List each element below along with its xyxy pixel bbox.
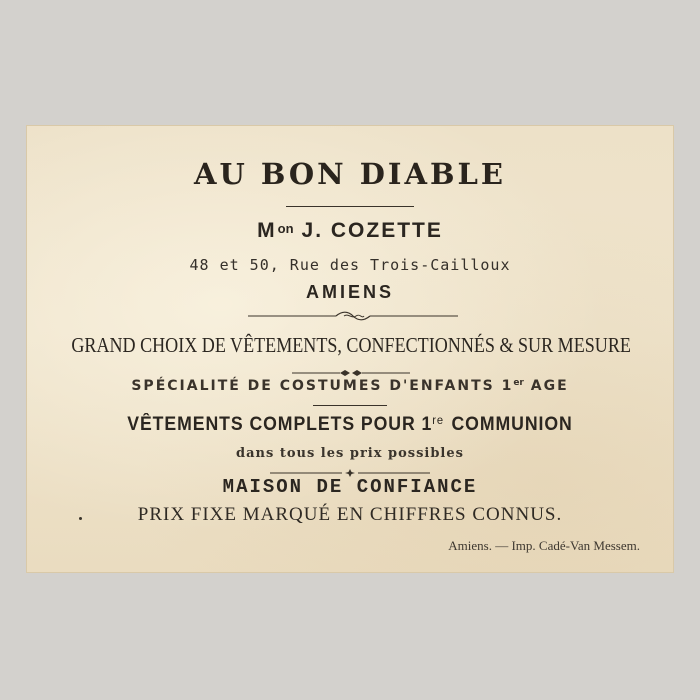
specialty-line	[26, 378, 674, 394]
shop-title: AU BON DIABLE	[193, 157, 507, 191]
ornament-divider	[292, 369, 410, 377]
printer-credit: Amiens. — Imp. Cadé-Van Messem.	[448, 538, 640, 553]
specialty-divider	[313, 405, 387, 406]
address-line: 48 et 50, Rue des Trois-Cailloux	[189, 256, 511, 274]
trade-card	[26, 125, 674, 573]
assortment-line: GRAND CHOIX DE VÊTEMENTS, CONFECTIONNÉS & SUR MESURE	[71, 333, 631, 357]
owner-name: J. COZETTE	[301, 219, 443, 242]
communion-main: VÊTEMENTS COMPLETS POUR 1	[127, 414, 433, 435]
title-divider	[286, 206, 414, 207]
owner-prefix-sup: on	[277, 221, 294, 236]
owner-line	[26, 219, 674, 243]
specialty-sup: er	[513, 378, 524, 388]
specialty-end: AGE	[523, 378, 569, 394]
prices-line: dans tous les prix possibles	[236, 446, 464, 461]
owner-prefix: M	[257, 219, 277, 242]
fixed-price-line: PRIX FIXE MARQUÉ EN CHIFFRES CONNUS.	[137, 504, 563, 525]
communion-end: COMMUNION	[451, 414, 573, 435]
communion-sup: re	[432, 413, 445, 427]
trust-line: MAISON DE CONFIANCE	[222, 476, 478, 498]
specialty-main: SPÉCIALITÉ DE COSTUMES D'ENFANTS 1	[131, 378, 514, 394]
city-line: AMIENS	[305, 282, 394, 302]
flourish-divider	[248, 311, 458, 321]
communion-line	[49, 413, 652, 436]
